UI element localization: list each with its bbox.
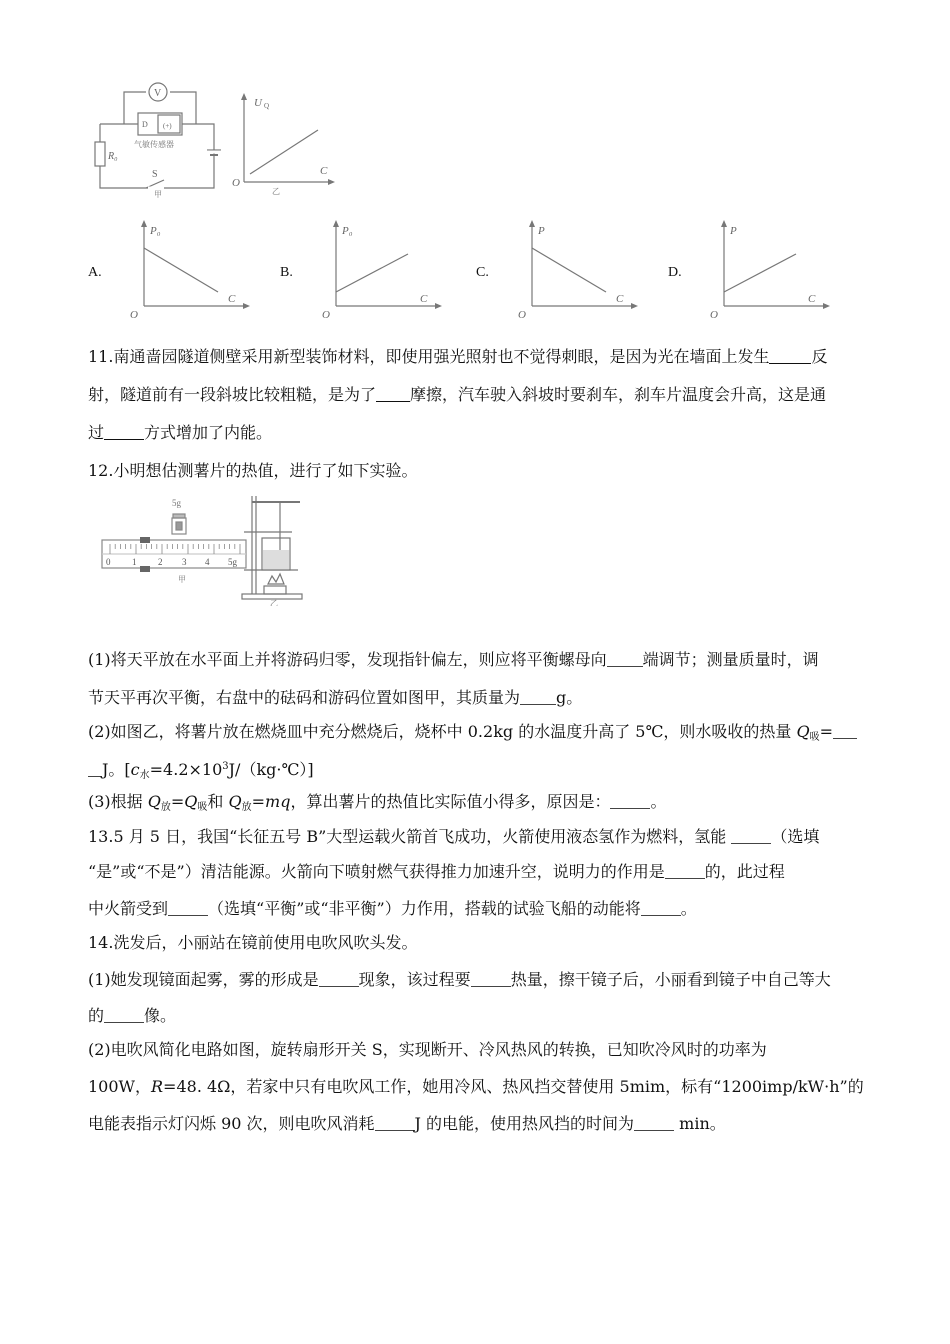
q12-blank-2[interactable] bbox=[520, 689, 556, 705]
option-origin: O bbox=[130, 309, 138, 321]
caption-yi-2: 乙 bbox=[270, 599, 278, 606]
option-label-c[interactable]: C. bbox=[476, 265, 489, 280]
q12-blank-3b[interactable] bbox=[88, 761, 102, 777]
q14-part2-line3: 电能表指示灯闪烁 90 次，则电吹风消耗 J 的电能，使用热风挡的时间为 min。 bbox=[88, 1114, 726, 1133]
q12-part2-line2: J。$[c_水=4.2\times 10^3J/(kg\cdot℃)]$ bbox=[88, 757, 878, 786]
caption-yi: 乙 bbox=[272, 187, 280, 196]
svg-text:4: 4 bbox=[205, 557, 210, 567]
q13-blank-1[interactable] bbox=[731, 828, 771, 844]
option-ylabel: P bbox=[538, 225, 545, 237]
q12-intro: 12.小明想估测薯片的热值，进行了如下实验。 bbox=[88, 461, 418, 480]
q12-part1-line1: (1)将天平放在水平面上并将游码归零，发现指针偏左，则应将平衡螺母向 端调节；测量质量时，调 bbox=[88, 650, 819, 669]
option-label-d[interactable]: D. bbox=[668, 265, 682, 280]
q13-blank-3[interactable] bbox=[168, 900, 208, 916]
option-xlabel: C bbox=[420, 293, 428, 305]
svg-text:1: 1 bbox=[132, 557, 137, 567]
option-graph-d[interactable] bbox=[686, 214, 836, 322]
option-xlabel: C bbox=[808, 293, 816, 305]
option-line bbox=[144, 248, 218, 292]
graph-ylabel: U bbox=[254, 97, 262, 109]
q13-line-2: “是”或“不是”）清洁能源。火箭向下喷射燃气获得推力加速升空，说明力的作用是 的，此过程 bbox=[88, 862, 785, 881]
top-graph bbox=[228, 90, 336, 198]
caption-jia: 甲 bbox=[154, 190, 162, 198]
graph-origin: O bbox=[232, 177, 240, 189]
q11-line-2: 射，隧道前有一段斜坡比较粗糙，是为了 摩擦，汽车驶入斜坡时要刹车，刹车片温度会升高，这是通 bbox=[88, 385, 827, 404]
q12-blank-4[interactable] bbox=[610, 793, 650, 809]
balance-scale-figure bbox=[100, 494, 250, 586]
option-line bbox=[336, 254, 408, 292]
svg-text:(+): (+) bbox=[163, 122, 172, 130]
sensor-label: 气敏传感器 bbox=[134, 140, 174, 149]
q14-blank-3[interactable] bbox=[104, 1007, 144, 1023]
q14-blank-4[interactable] bbox=[375, 1115, 415, 1131]
caption-jia-2: 甲 bbox=[178, 575, 186, 584]
option-origin: O bbox=[710, 309, 718, 321]
voltmeter-label: V bbox=[154, 88, 162, 99]
q14-part2-line2: 100W，R=48. 4Ω，若家中只有电吹风工作，她用冷风、热风挡交替使用 5mim，标有“1200imp/kW·h”的 bbox=[88, 1077, 864, 1096]
q14-blank-2[interactable] bbox=[471, 971, 511, 987]
option-xlabel: C bbox=[228, 293, 236, 305]
switch-label: S bbox=[152, 169, 158, 180]
q14-part1-line2: 的 像。 bbox=[88, 1006, 177, 1025]
resistor-label: R₀ bbox=[108, 151, 118, 162]
svg-text:2: 2 bbox=[158, 557, 163, 567]
svg-text:3: 3 bbox=[182, 557, 187, 567]
q11-line-1: 11.南通啬园隧道侧壁采用新型装饰材料，即使用强光照射也不觉得刺眼，是因为光在墙面上发生 反 bbox=[88, 347, 828, 366]
burning-apparatus-figure bbox=[238, 494, 310, 606]
svg-text:5g: 5g bbox=[228, 557, 237, 567]
option-origin: O bbox=[322, 309, 330, 321]
q11-line-3: 过 方式增加了内能。 bbox=[88, 423, 273, 442]
option-label-b[interactable]: B. bbox=[280, 265, 293, 280]
q12-part2-line1: (2)如图乙，将薯片放在燃烧皿中充分燃烧后，烧杯中 0.2kg 的水温度升高了 5℃，则水吸收的热量 $Q_吸=$ bbox=[88, 722, 878, 748]
option-graph-b[interactable] bbox=[298, 214, 448, 322]
option-origin: O bbox=[518, 309, 526, 321]
option-graph-c[interactable] bbox=[494, 214, 644, 322]
option-graph-a[interactable] bbox=[106, 214, 256, 322]
svg-text:0: 0 bbox=[106, 557, 111, 567]
q14-intro: 14.洗发后，小丽站在镜前使用电吹风吹头发。 bbox=[88, 933, 418, 952]
graph-ysub: Q bbox=[264, 102, 270, 110]
q14-part1-line1: (1)她发现镜面起雾，雾的形成是 现象，该过程要 热量，擦干镜子后，小丽看到镜子中自己等大 bbox=[88, 970, 831, 989]
option-line bbox=[532, 248, 606, 292]
weight-label: 5g bbox=[172, 498, 181, 508]
option-ylabel: P₀ bbox=[150, 225, 161, 237]
q12-blank-1[interactable] bbox=[607, 651, 643, 667]
q12-part1-line2: 节天平再次平衡，右盘中的砝码和游码位置如图甲，其质量为 g。 bbox=[88, 688, 583, 707]
circuit-figure bbox=[94, 80, 244, 198]
q11-blank-3[interactable] bbox=[104, 424, 144, 440]
option-ylabel: P bbox=[730, 225, 737, 237]
option-label-a[interactable]: A. bbox=[88, 265, 102, 280]
svg-text:D: D bbox=[142, 120, 148, 129]
graph-xlabel: C bbox=[320, 165, 328, 177]
q13-line-3: 中火箭受到 （选填“平衡”或“非平衡”）力作用，搭载的试验飞船的动能将 。 bbox=[88, 899, 697, 918]
option-line bbox=[724, 254, 796, 292]
q14-blank-1[interactable] bbox=[319, 971, 359, 987]
option-ylabel: P₀ bbox=[342, 225, 353, 237]
q12-part3: (3)根据 $Q_放=Q_吸$和 $Q_放=mq$，算出薯片的热值比实际值小得多，原因是： 。 bbox=[88, 792, 667, 813]
q11-blank-2[interactable] bbox=[376, 386, 410, 402]
q13-blank-2[interactable] bbox=[665, 863, 705, 879]
q13-blank-4[interactable] bbox=[641, 900, 681, 916]
q11-blank-1[interactable] bbox=[769, 348, 811, 364]
q12-blank-3a[interactable] bbox=[833, 723, 857, 739]
q13-line-1: 13.5 月 5 日，我国“长征五号 B”大型运载火箭首飞成功，火箭使用液态氢作为燃料，氢能 （选填 bbox=[88, 827, 820, 846]
q14-blank-5[interactable] bbox=[634, 1115, 674, 1131]
q14-part2-line1: (2)电吹风简化电路如图，旋转扇形开关 S，实现断开、冷风热风的转换，已知吹冷风时的功率为 bbox=[88, 1040, 767, 1059]
graph-line bbox=[250, 130, 318, 174]
option-xlabel: C bbox=[616, 293, 624, 305]
